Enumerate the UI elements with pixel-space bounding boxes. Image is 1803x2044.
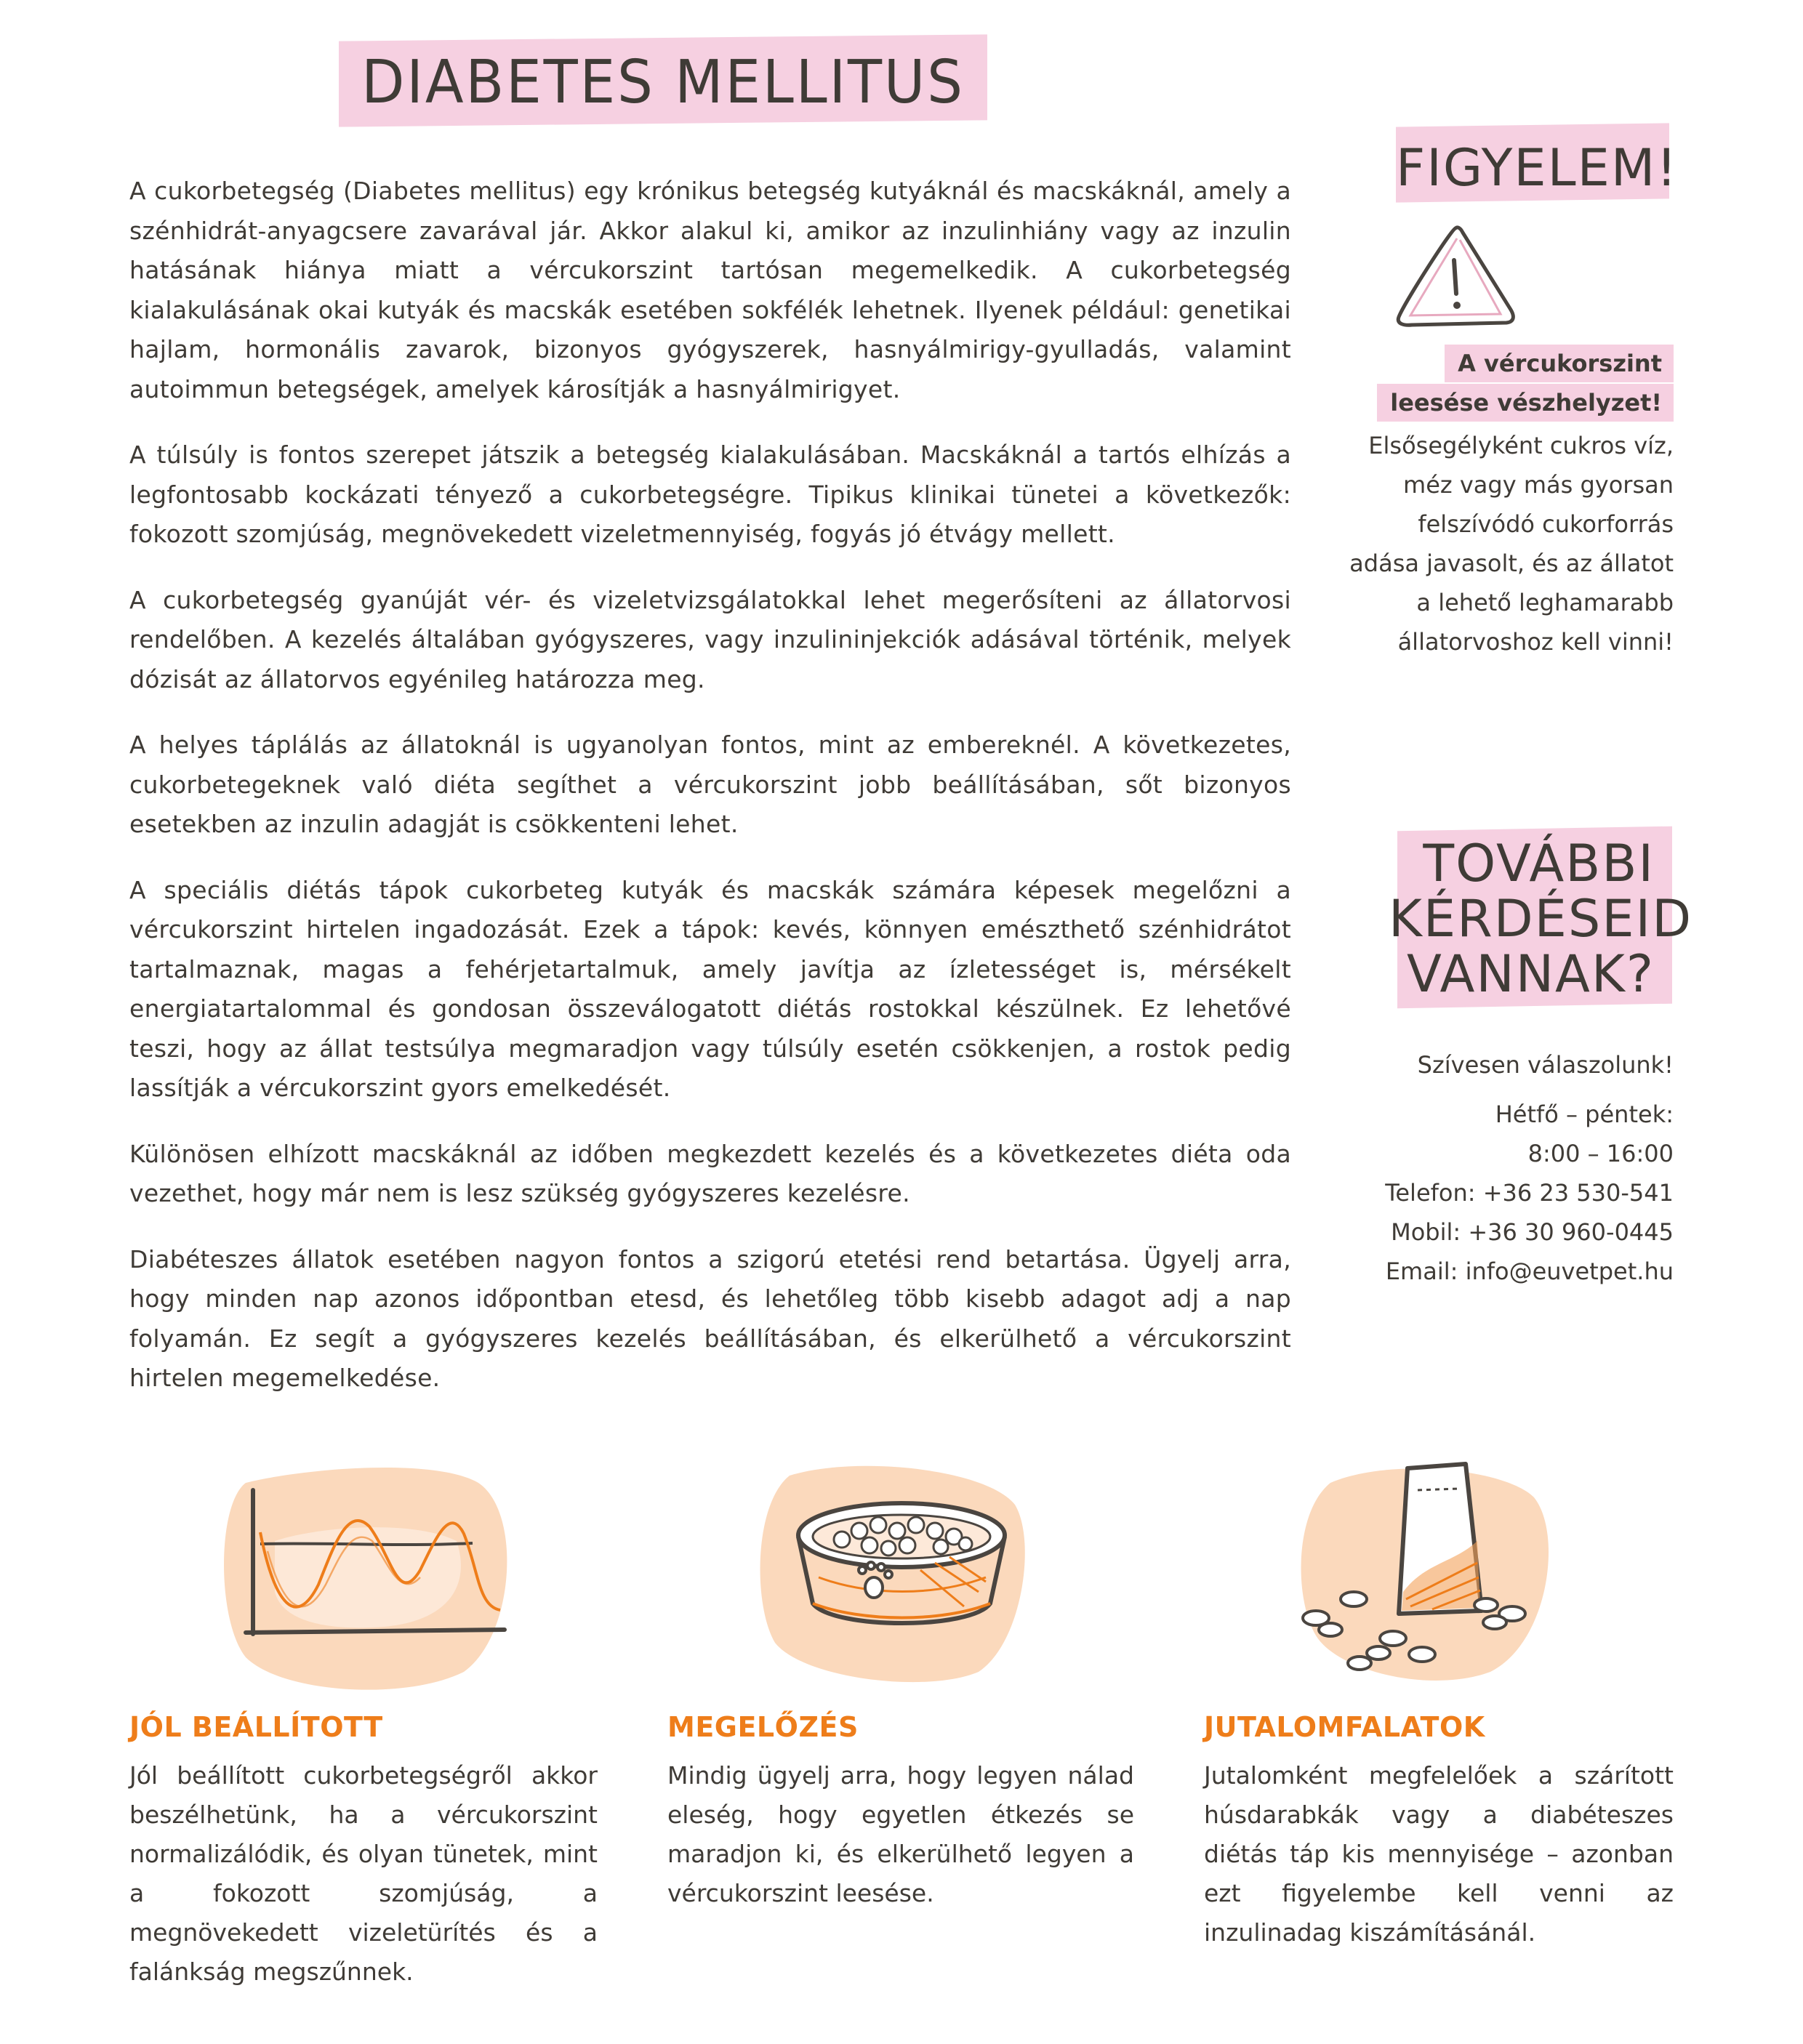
paragraph: A túlsúly is fontos szerepet játszik a betegség kialakulásában. Macskáknál a tartós elhízás a legfontosabb kockázati tényező a cukorbetegségre. Tipikus klinikai tünetei a következők: fokozott szomjúság, megnövekedett vizeletmennyiség, fogyás jó étvágy mellett. — [129, 440, 1291, 548]
warning-heading: FIGYELEM! — [1396, 138, 1679, 198]
page-title-block — [339, 38, 987, 124]
warning-line: Elsősegélyként cukros víz, — [1368, 432, 1674, 459]
warning-text — [1301, 345, 1674, 661]
contact-heading-line: VANNAK? — [1407, 944, 1655, 1004]
paragraph: Különösen elhízott macskáknál az időben megkezdett kezelés és a következetes diéta oda vezethet, hogy már nem is lesz szükség gyógyszeres kezelésre. — [129, 1139, 1291, 1207]
article-body — [129, 172, 1291, 1425]
warning-highlight-line: leesése vészhelyzet! — [1377, 384, 1674, 422]
contact-heading — [1389, 834, 1693, 1004]
mobile-number[interactable]: Mobil: +36 30 960-0445 — [1391, 1218, 1674, 1246]
warning-line: a lehető leghamarabb — [1416, 589, 1674, 616]
contact-details — [1301, 1045, 1674, 1291]
glucose-chart-icon — [217, 1461, 537, 1694]
phone-number[interactable]: Telefon: +36 23 530-541 — [1385, 1179, 1674, 1207]
paragraph: A speciális diétás tápok cukorbeteg kutyák és macskák számára képesek megelőzni a vércukorszint hirtelen ingadozását. Ezek a tápok: kevés, könnyen emészthető szénhidrátot tartalmaznak, magas a fehérjetartalmuk, amely javítja az ízletességet is, mérsékelt energiatartalommal és gondosan összeválogatott diétás rostokkal készülnek. Ez lehetővé teszi, hogy az állat testsúlya megmaradjon vagy túlsúly esetén csökkenjen, a rostok pedig lassítják a vércukorszint gyors emelkedését. — [129, 875, 1291, 1102]
paragraph: A cukorbetegség (Diabetes mellitus) egy krónikus betegség kutyáknál és macskáknál, amely a szénhidrát-anyagcsere zavarával jár. Akkor alakul ki, amikor az inzulinhiány vagy az inzulin hatásának hiánya miatt a vércukorszint tartósan megemelkedik. A cukorbetegség kialakulásának okai kutyák és macskák esetében sokfélék lehetnek. Ilyenek például: genetikai hajlam, hormonális zavarok, bizonyos gyógyszerek, hasnyálmirigy-gyulladás, valamint autoimmun betegségek, amelyek károsítják a hasnyálmirigyet. — [129, 177, 1291, 403]
feature-title: MEGELŐZÉS — [667, 1711, 859, 1743]
feature-treats — [1204, 1705, 1674, 1952]
contact-intro: Szívesen válaszolunk! — [1417, 1051, 1674, 1079]
feature-text: Mindig ügyelj arra, hogy legyen nálad eleség, hogy egyetlen étkezés se maradjon ki, és elkerülhető legyen a vércukorszint leesése. — [667, 1761, 1134, 1907]
page-title: DIABETES MELLITUS — [361, 48, 965, 117]
feature-text: Jutalomként megfelelőek a szárított húsdarabkák vagy a diabéteszes diétás táp kis mennyisége – azonban ezt figyelembe kell venni az inzulinadag kiszámításánál. — [1204, 1761, 1674, 1947]
warning-highlight-line: A vércukorszint — [1445, 345, 1674, 382]
contact-heading-line: TOVÁBBI — [1423, 834, 1655, 893]
opening-days: Hétfő – péntek: — [1495, 1101, 1674, 1128]
feature-well-controlled — [129, 1705, 598, 1992]
feature-text: Jól beállított cukorbetegségről akkor beszélhetünk, ha a vércukorszint normalizálódik, és olyan tünetek, mint a fokozott szomjúság, a megnövekedett vizeletürítés és a falánkság megszűnnek. — [129, 1761, 598, 1986]
food-bag-icon — [1287, 1454, 1578, 1694]
opening-hours: 8:00 – 16:00 — [1527, 1140, 1674, 1167]
warning-line: adása javasolt, és az állatot — [1349, 550, 1674, 577]
paragraph: A helyes táplálás az állatoknál is ugyanolyan fontos, mint az embereknél. A következetes, cukorbetegeknek való diéta segíthet a vércukorszint jobb beállításában, sőt bizonyos esetekben az inzulin adagját is csökkenteni lehet. — [129, 731, 1291, 838]
feature-title: JUTALOMFALATOK — [1204, 1711, 1485, 1743]
email-address[interactable]: Email: info@euvetpet.hu — [1385, 1258, 1674, 1285]
paragraph: A cukorbetegség gyanúját vér- és vizeletvizsgálatokkal lehet megerősíteni az állatorvosi rendelőben. A kezelés általában gyógyszeres, vagy inzulininjekciók adásával történik, melyek dózisát az állatorvos egyénileg határozza meg. — [129, 585, 1291, 693]
warning-triangle-icon — [1390, 222, 1518, 331]
warning-line: méz vagy más gyorsan — [1403, 471, 1674, 499]
warning-line: állatorvoshoz kell vinni! — [1397, 628, 1674, 656]
contact-heading-line: KÉRDÉSEID — [1389, 889, 1693, 949]
food-bowl-icon — [746, 1461, 1051, 1694]
warning-line: felszívódó cukorforrás — [1418, 510, 1674, 538]
feature-prevention — [667, 1705, 1134, 1913]
paragraph: Diabéteszes állatok esetében nagyon fontos a szigorú etetési rend betartása. Ügyelj arra, hogy minden nap azonos időpontban etesd, és lehetőleg több kisebb adagot adj a nap folyamán. Ez segít a gyógyszeres kezelés beállításában, és elkerülhető a vércukorszint hirtelen megemelkedése. — [129, 1244, 1291, 1392]
feature-title: JÓL BEÁLLÍTOTT — [129, 1711, 383, 1743]
